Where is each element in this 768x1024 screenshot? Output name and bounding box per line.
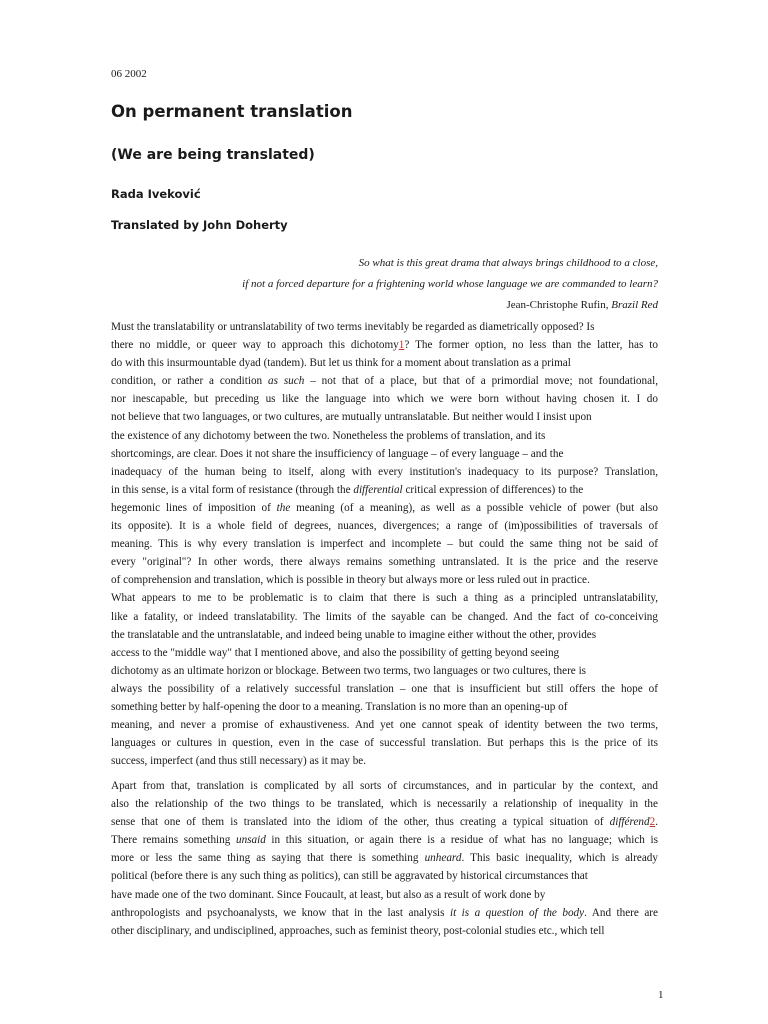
text-run: ? The former option, no less than the latter, has to — [404, 339, 658, 352]
text-run: success, imperfect (and thus still necessary) as it may be. — [111, 755, 367, 768]
text-line — [111, 481, 658, 499]
text-line — [111, 795, 658, 813]
text-line — [111, 626, 658, 644]
text-run: in this situation, or again there is a residue of what has no language; which is — [265, 834, 658, 847]
text-line — [111, 589, 658, 607]
text-line — [111, 904, 658, 922]
text-run: critical expression of differences) to the — [402, 483, 584, 496]
author-name: Rada Iveković — [111, 187, 201, 201]
text-line — [111, 390, 658, 408]
text-line — [111, 608, 658, 626]
text-line — [111, 318, 658, 336]
article-subtitle: (We are being translated) — [111, 147, 315, 163]
text-line — [111, 463, 658, 481]
text-run: the existence of any dichotomy between the two. Nonetheless the problems of translation, and its — [111, 429, 546, 442]
text-line — [111, 777, 658, 795]
text-run: other disciplinary, and undisciplined, approaches, such as feminist theory, post-colonial studies etc., which tell — [111, 924, 605, 937]
text-run: political (before there is any such thing as politics), can still be aggravated by historical circumstances that — [111, 870, 588, 883]
text-run: also the relationship of the two things to be translated, which is necessarily a relationship of inequality in the — [111, 798, 658, 811]
text-run: anthropologists and psychoanalysts, we know that in the last analysis — [111, 906, 450, 919]
text-line — [111, 813, 658, 831]
text-line — [111, 831, 658, 849]
text-run: its opposite). It is a whole field of degrees, nuances, divergences; a range of (im)possibilities of traversals of — [111, 520, 658, 533]
text-run: more or less the same thing as saying that there is something — [111, 852, 425, 865]
text-line — [111, 716, 658, 734]
translator-credit: Translated by John Doherty — [111, 218, 288, 232]
text-run: do with this insurmountable dyad (tandem). But let us think for a moment about translation as a primal — [111, 357, 571, 370]
epigraph-source — [111, 295, 658, 316]
text-line — [111, 644, 658, 662]
emphasis-text: différend — [609, 816, 650, 829]
text-run: like a fatality, or indeed translatability. The limits of the sayable can be changed. And the fact of co-conceiving — [111, 610, 658, 623]
body-paragraph-1 — [111, 318, 658, 770]
text-run: there no middle, or queer way to approach this dichotomy — [111, 339, 399, 352]
text-run: have made one of the two dominant. Since Foucault, at least, but also as a result of work done by — [111, 888, 546, 901]
publication-date: 06 2002 — [111, 68, 147, 80]
emphasis-text: as such — [268, 375, 305, 388]
text-line — [111, 849, 658, 867]
text-line — [111, 662, 658, 680]
emphasis-text: unheard — [424, 852, 462, 865]
text-line — [111, 427, 658, 445]
text-line — [111, 680, 658, 698]
text-run: . And there are — [584, 906, 658, 919]
text-line — [111, 886, 658, 904]
page-number: 1 — [658, 989, 664, 1001]
text-line — [111, 535, 658, 553]
text-line — [111, 752, 658, 770]
text-run: meaning (of a meaning), as well as a possible vehicle of power (but also — [290, 501, 659, 514]
epigraph-line: if not a forced departure for a frightening world whose language we are commanded to learn? — [242, 278, 658, 290]
article-title: On permanent translation — [111, 102, 353, 121]
text-run: dichotomy as an ultimate horizon or blockage. Between two terms, two languages or two cultures, there is — [111, 664, 587, 677]
text-run: . This basic inequality, which is already — [461, 852, 658, 865]
emphasis-text: it is a question of the body — [450, 906, 585, 919]
text-run: nor inescapable, but preceding us like the language into which we were born without having chosen it. I do — [111, 393, 658, 406]
footnote-link-2[interactable]: 2 — [649, 816, 656, 829]
text-line — [111, 517, 658, 535]
text-run: What appears to me to be problematic is to claim that there is such a thing as a principled untranslatability, — [111, 592, 658, 605]
text-run: in this sense, is a vital form of resistance (through the — [111, 483, 354, 496]
emphasis-text: unsaid — [235, 834, 266, 847]
epigraph-source-author: Jean-Christophe Rufin, — [506, 299, 612, 311]
text-run: languages or cultures in question, even in the case of successful translation. But perhaps this is the price of its — [111, 737, 658, 750]
text-run: inadequacy of the human being to itself, along with every institution's inadequacy to its purpose? Translation, — [111, 465, 658, 478]
text-line — [111, 734, 658, 752]
text-run: There remains something — [111, 834, 236, 847]
text-line — [111, 553, 658, 571]
text-line — [111, 408, 658, 426]
text-run: not believe that two languages, or two cultures, are mutually untranslatable. But neither would I insist upon — [111, 411, 592, 424]
text-line — [111, 372, 658, 390]
text-run: . — [655, 816, 658, 829]
text-run: hegemonic lines of imposition of — [111, 501, 277, 514]
text-run: Apart from that, translation is complicated by all sorts of circumstances, and in particular by the context, and — [111, 780, 658, 792]
text-line — [111, 698, 658, 716]
text-run: something better by half-opening the door to a meaning. Translation is no more than an opening-up of — [111, 700, 568, 713]
text-line — [111, 571, 658, 589]
text-run: condition, or rather a condition — [111, 375, 269, 388]
text-line — [111, 336, 658, 354]
text-run: access to the "middle way" that I mentioned above, and also the possibility of getting beyond seeing — [111, 646, 560, 659]
text-line — [111, 445, 658, 463]
text-run: of comprehension and translation, which is possible in theory but always more or less ruled out in practice. — [111, 574, 590, 587]
text-run: meaning, and never a promise of exhaustiveness. And yet one cannot speak of identity between the two terms, — [111, 719, 658, 732]
text-line — [111, 867, 658, 885]
text-run: every "original"? In other words, there always remains something untranslated. It is the price and the reserve — [111, 556, 658, 569]
text-run: always the possibility of a relatively successful translation – one that is insufficient but still offers the hope of — [111, 682, 658, 695]
text-run: the translatable and the untranslatable, and indeed being unable to imagine either without the other, provides — [111, 628, 597, 641]
emphasis-text: the — [276, 501, 291, 514]
body-paragraph-2 — [111, 777, 658, 940]
text-line — [111, 354, 658, 372]
epigraph — [111, 253, 658, 316]
text-line — [111, 499, 658, 517]
text-run: Must the translatability or untranslatability of two terms inevitably be regarded as diametrically opposed? Is — [111, 321, 595, 333]
text-run: meaning. This is why every translation is imperfect and incomplete – but could the same thing not be said of — [111, 538, 658, 551]
epigraph-source-work: Brazil Red — [611, 299, 658, 311]
epigraph-line: So what is this great drama that always brings childhood to a close, — [358, 257, 658, 269]
footnote-link-1[interactable]: 1 — [398, 339, 405, 352]
text-run: shortcomings, are clear. Does it not share the insufficiency of language – of every language – and the — [111, 447, 564, 460]
text-run: sense that one of them is translated into the idiom of the other, thus creating a typical situation of — [111, 816, 610, 829]
text-run: – not that of a place, but that of a primordial move; not foundational, — [304, 375, 658, 388]
emphasis-text: differential — [353, 483, 403, 496]
text-line — [111, 922, 658, 940]
